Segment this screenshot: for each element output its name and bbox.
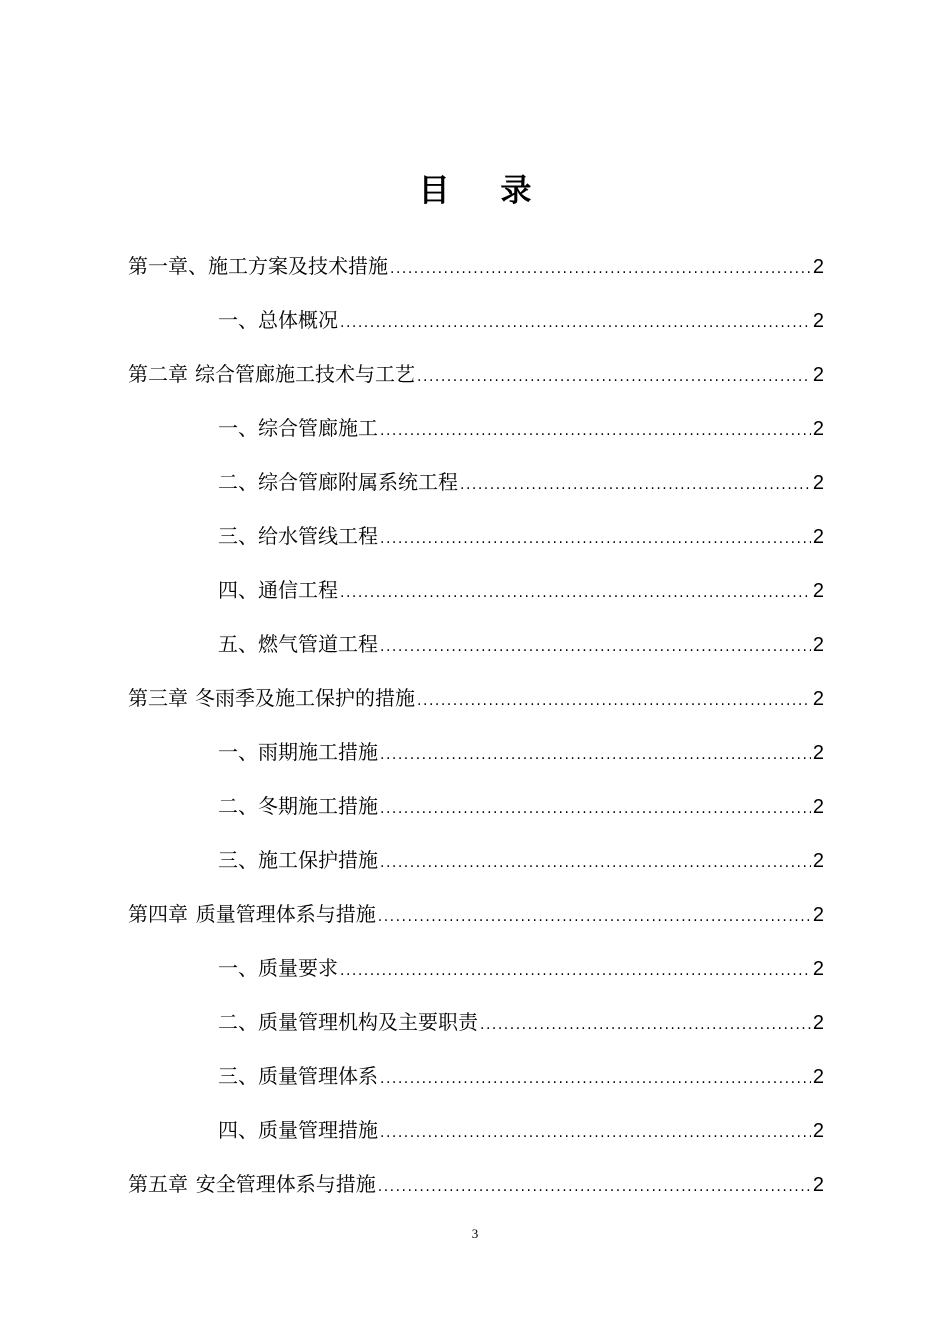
toc-entry-number: 第一章、 bbox=[128, 254, 208, 278]
toc-entry-page: 2 bbox=[812, 310, 824, 332]
toc-entry-chapter-4[interactable] bbox=[128, 896, 824, 950]
toc-dot-leader bbox=[378, 1169, 811, 1205]
toc-dot-leader bbox=[340, 575, 811, 611]
toc-entry-page: 2 bbox=[812, 1120, 824, 1142]
toc-list bbox=[128, 248, 824, 1220]
toc-entry-text: 冬雨季及施工保护的措施 bbox=[195, 686, 416, 710]
toc-entry-section[interactable] bbox=[128, 1058, 824, 1112]
toc-entry-section[interactable] bbox=[128, 302, 824, 356]
toc-dot-leader bbox=[380, 845, 811, 881]
toc-entry-text: 安全管理体系与措施 bbox=[195, 1172, 376, 1196]
toc-entry-text: 三、施工保护措施 bbox=[218, 848, 378, 872]
toc-entry-page: 2 bbox=[812, 526, 824, 548]
toc-entry-text: 三、质量管理体系 bbox=[218, 1064, 378, 1088]
toc-entry-page: 2 bbox=[812, 850, 824, 872]
toc-entry-section[interactable] bbox=[128, 410, 824, 464]
toc-entry-section[interactable] bbox=[128, 572, 824, 626]
toc-title: 目 录 bbox=[418, 173, 552, 209]
toc-entry-section[interactable] bbox=[128, 788, 824, 842]
toc-entry-text: 一、质量要求 bbox=[218, 956, 338, 980]
toc-entry-text: 施工方案及技术措施 bbox=[208, 254, 388, 278]
toc-entry-text: 四、通信工程 bbox=[218, 578, 338, 602]
toc-entry-chapter-2[interactable] bbox=[128, 356, 824, 410]
toc-dot-leader bbox=[380, 1061, 811, 1097]
toc-entry-page: 2 bbox=[812, 472, 824, 494]
toc-entry-text: 二、质量管理机构及主要职责 bbox=[218, 1010, 478, 1034]
toc-entry-text: 二、冬期施工措施 bbox=[218, 794, 378, 818]
toc-dot-leader bbox=[378, 899, 811, 935]
toc-entry-text: 四、质量管理措施 bbox=[218, 1118, 378, 1142]
toc-entry-page: 2 bbox=[812, 256, 824, 278]
toc-entry-text: 一、雨期施工措施 bbox=[218, 740, 378, 764]
toc-entry-page: 2 bbox=[812, 958, 824, 980]
toc-entry-chapter-1[interactable] bbox=[128, 248, 824, 302]
toc-entry-page: 2 bbox=[812, 1066, 824, 1088]
toc-entry-section[interactable] bbox=[128, 1004, 824, 1058]
toc-dot-leader bbox=[480, 1007, 811, 1043]
toc-entry-page: 2 bbox=[812, 796, 824, 818]
toc-entry-section[interactable] bbox=[128, 518, 824, 572]
toc-dot-leader bbox=[340, 953, 811, 989]
toc-entry-chapter-3[interactable] bbox=[128, 680, 824, 734]
toc-dot-leader bbox=[380, 629, 811, 665]
toc-entry-page: 2 bbox=[812, 688, 824, 710]
page-number: 3 bbox=[471, 1226, 479, 1241]
toc-entry-section[interactable] bbox=[128, 950, 824, 1004]
toc-entry-page: 2 bbox=[812, 742, 824, 764]
toc-dot-leader bbox=[380, 521, 811, 557]
toc-dot-leader bbox=[380, 791, 811, 827]
toc-entry-number: 第五章 bbox=[128, 1172, 188, 1196]
toc-entry-page: 2 bbox=[812, 580, 824, 602]
toc-entry-number: 第四章 bbox=[128, 902, 188, 926]
toc-dot-leader bbox=[417, 359, 811, 395]
toc-entry-number: 第三章 bbox=[128, 686, 188, 710]
toc-entry-section[interactable] bbox=[128, 464, 824, 518]
toc-entry-text: 三、给水管线工程 bbox=[218, 524, 378, 548]
toc-entry-page: 2 bbox=[812, 1174, 824, 1196]
toc-entry-page: 2 bbox=[812, 1012, 824, 1034]
toc-entry-text: 五、燃气管道工程 bbox=[218, 632, 378, 656]
toc-dot-leader bbox=[340, 305, 811, 341]
toc-entry-section[interactable] bbox=[128, 1112, 824, 1166]
toc-entry-text: 一、总体概况 bbox=[218, 308, 338, 332]
toc-dot-leader bbox=[417, 683, 811, 719]
toc-dot-leader bbox=[390, 251, 811, 287]
toc-entry-chapter-5[interactable] bbox=[128, 1166, 824, 1220]
toc-entry-page: 2 bbox=[812, 418, 824, 440]
toc-entry-section[interactable] bbox=[128, 734, 824, 788]
toc-entry-section[interactable] bbox=[128, 842, 824, 896]
toc-entry-page: 2 bbox=[812, 904, 824, 926]
toc-dot-leader bbox=[460, 467, 811, 503]
toc-dot-leader bbox=[380, 413, 811, 449]
toc-dot-leader bbox=[380, 737, 811, 773]
toc-entry-text: 综合管廊施工技术与工艺 bbox=[195, 362, 416, 386]
toc-entry-text: 二、综合管廊附属系统工程 bbox=[218, 470, 458, 494]
toc-entry-section[interactable] bbox=[128, 626, 824, 680]
toc-entry-page: 2 bbox=[812, 364, 824, 386]
toc-entry-text: 质量管理体系与措施 bbox=[195, 902, 376, 926]
toc-entry-text: 一、综合管廊施工 bbox=[218, 416, 378, 440]
toc-entry-number: 第二章 bbox=[128, 362, 188, 386]
toc-dot-leader bbox=[380, 1115, 811, 1151]
toc-entry-page: 2 bbox=[812, 634, 824, 656]
